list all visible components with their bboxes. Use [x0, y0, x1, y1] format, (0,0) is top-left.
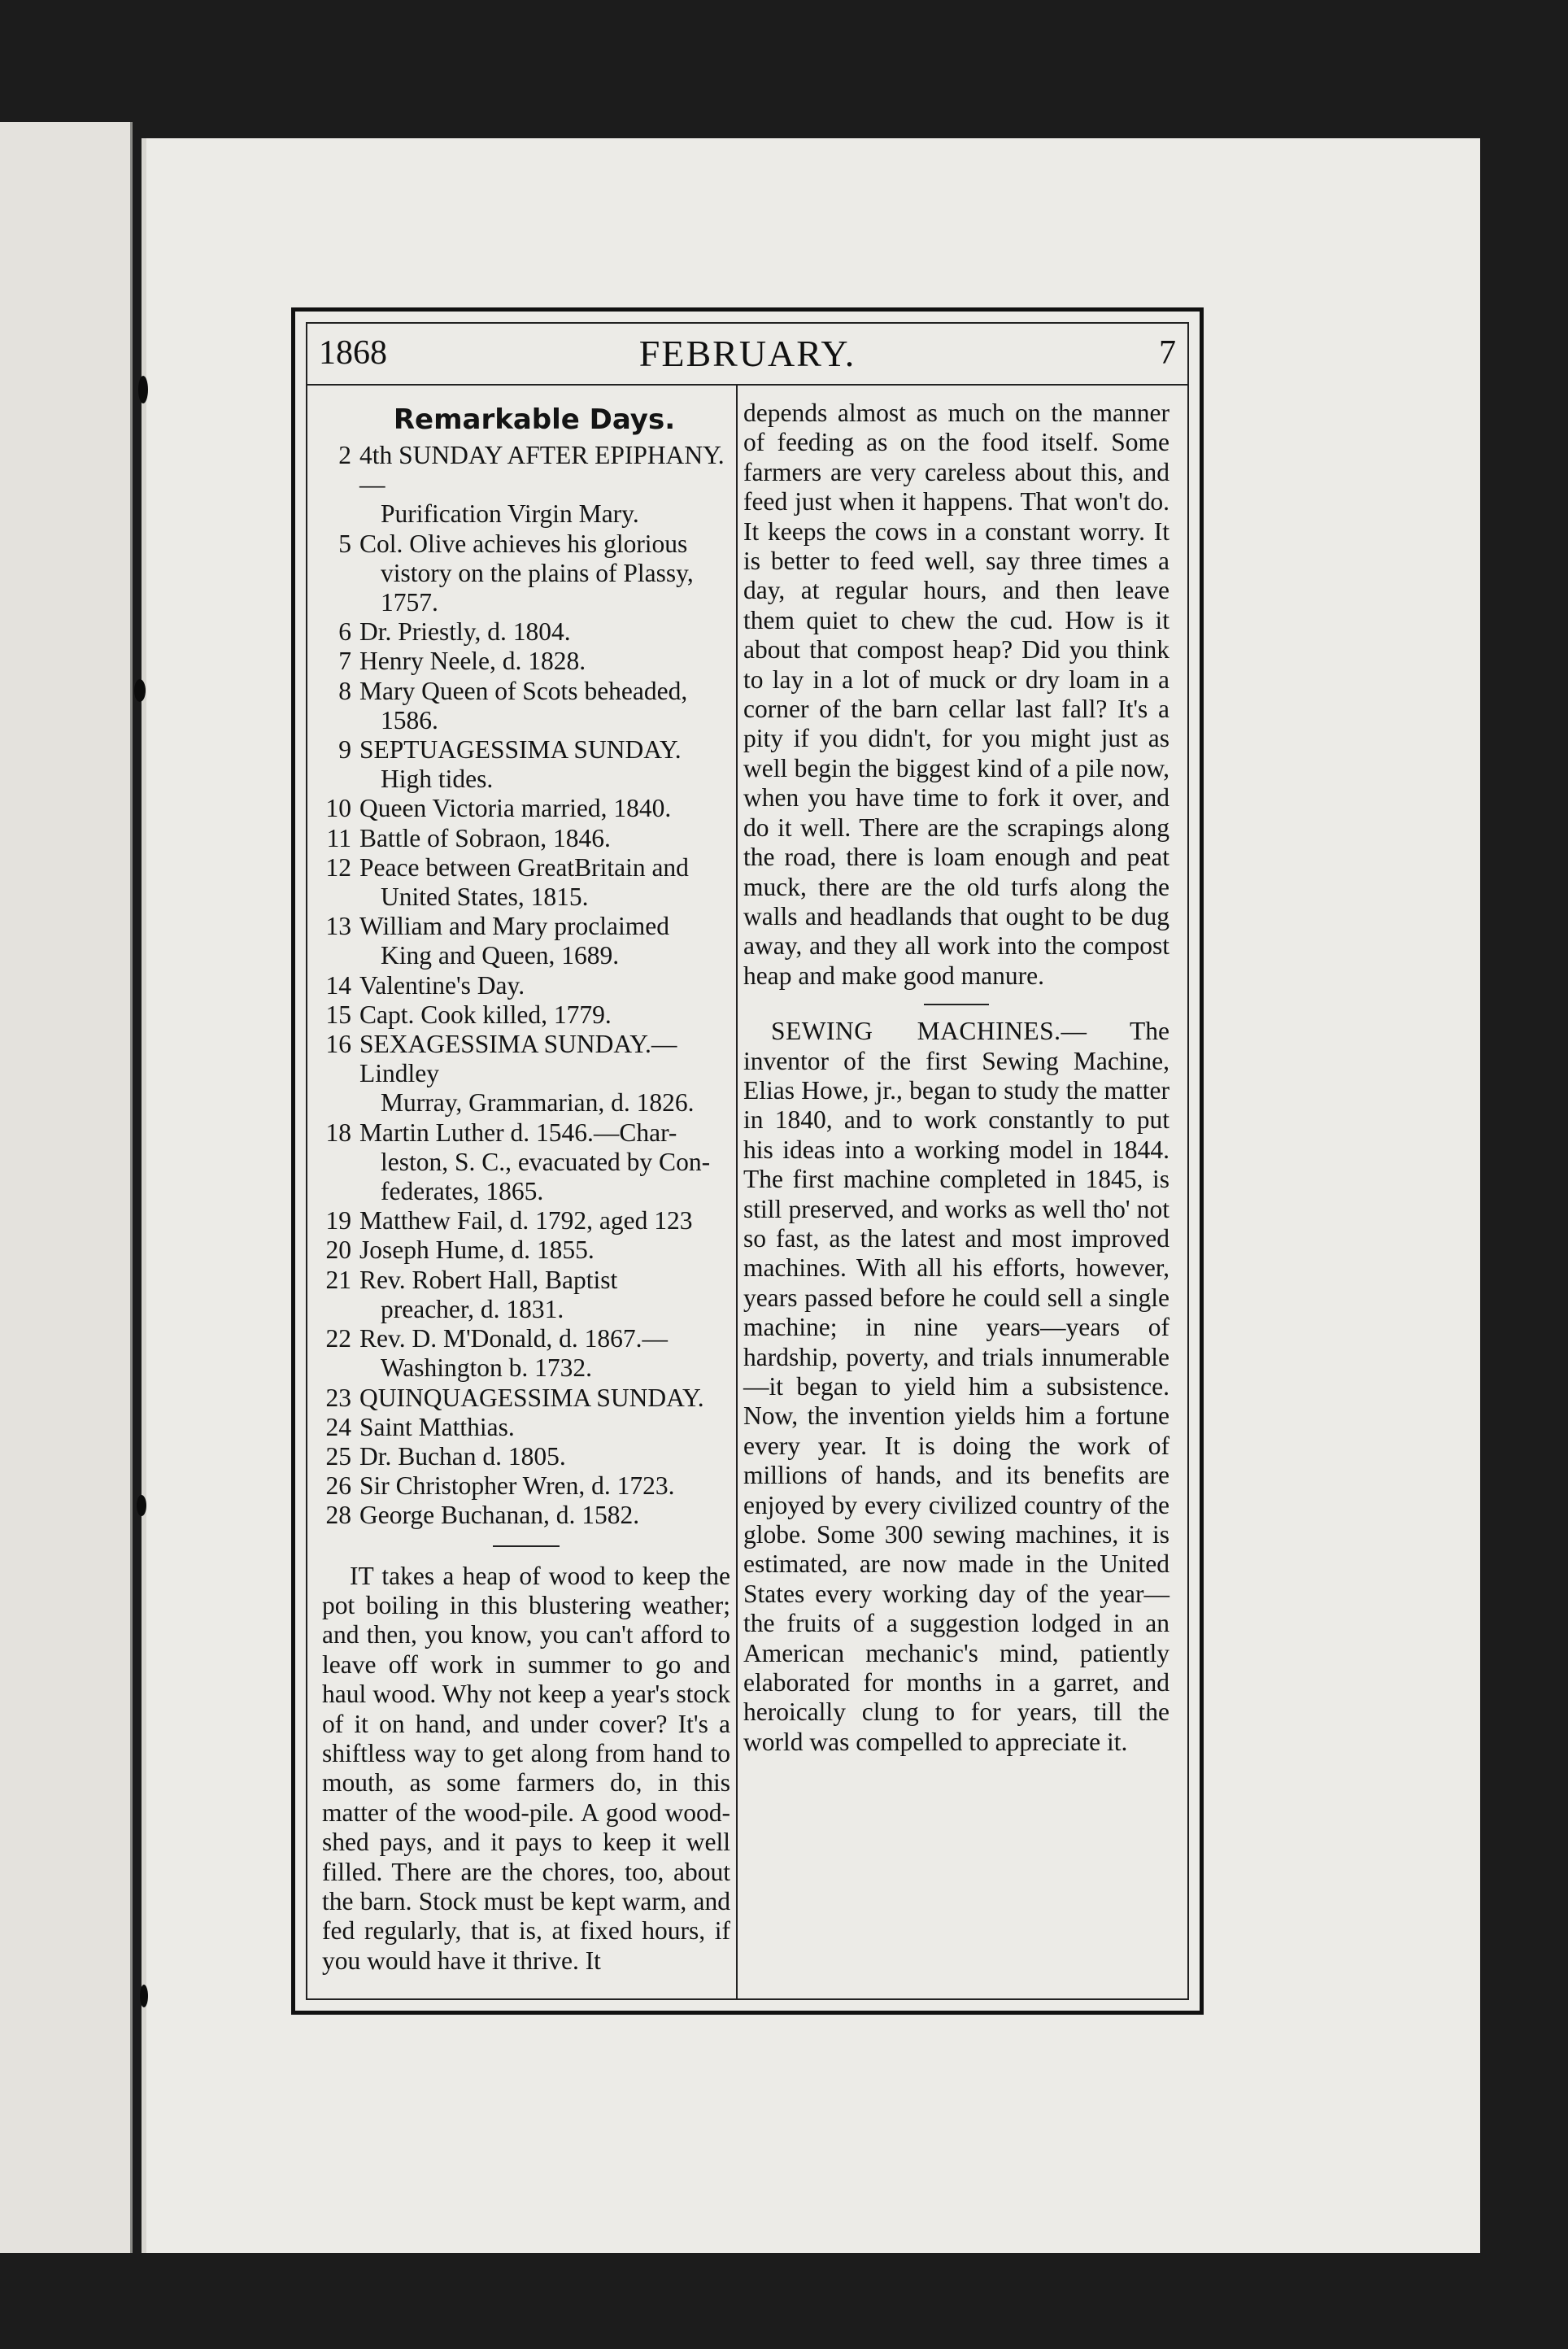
day-entry	[322, 1324, 730, 1383]
day-entry	[322, 971, 730, 1000]
day-event	[359, 1030, 730, 1118]
day-number: 23	[325, 1383, 351, 1412]
day-event-line: Henry Neele, d. 1828.	[359, 647, 586, 676]
day-event	[359, 1000, 730, 1030]
day-number: 26	[325, 1471, 351, 1501]
day-event	[359, 1471, 730, 1501]
sewing-text: — The inventor of the first Sewing Machine, Elias Howe, jr., began to study the matter in 1840, and to work constantly to put his ideas into a working model in 1844. The first machine completed in 1845, is still preserved, and works as well tho' not so fast, as the latest and most improved machines. With all his efforts, however, years passed before he could sell a single machine; in nine years—years of hardship, poverty, and trials innumerable—it began to yield him a subsistence. Now, the invention yields him a fortune every year. It is doing the work of millions of hands, and its benefits are enjoyed by every civilized country of the globe. Some 300 sewing machines, it is estimated, are now made in the United States every working day of the year—the fruits of a suggestion lodged in an American mechanic's mind, patiently elaborated for months in a garret, and heroically clung to for years, till the world was compelled to appreciate it.	[743, 1017, 1169, 1756]
binding-mark	[138, 376, 148, 403]
day-event-line: Mary Queen of Scots beheaded,	[359, 676, 688, 705]
header-rule	[306, 384, 1189, 386]
day-event	[359, 853, 730, 912]
day-event-line: Purification Virgin Mary.	[381, 499, 639, 529]
day-event-line: Martin Luther d. 1546.—Char-	[359, 1118, 677, 1147]
sewing-heading: SEWING MACHINES.	[771, 1017, 1061, 1046]
day-event-line: Rev. D. M'Donald, d. 1867.—	[359, 1324, 668, 1353]
day-entry	[322, 824, 730, 853]
day-event	[359, 1501, 730, 1530]
day-event-line: Battle of Sobraon, 1846.	[359, 823, 611, 852]
day-entry	[322, 677, 730, 735]
day-event-line: Dr. Buchan d. 1805.	[359, 1441, 566, 1471]
day-entry	[322, 617, 730, 647]
day-event-line: Saint Matthias.	[359, 1412, 515, 1441]
day-event	[359, 824, 730, 853]
day-number: 5	[338, 529, 351, 558]
day-event-line: 1757.	[381, 588, 438, 617]
day-event	[359, 1266, 730, 1324]
day-number: 11	[326, 823, 351, 852]
day-event-line: United States, 1815.	[381, 883, 589, 912]
day-number: 28	[325, 1501, 351, 1530]
day-number: 6	[338, 617, 351, 647]
day-entry	[322, 1413, 730, 1442]
day-event-line: Joseph Hume, d. 1855.	[359, 1236, 595, 1265]
day-event	[359, 530, 730, 618]
day-entry	[322, 1501, 730, 1530]
day-entry	[322, 1384, 730, 1413]
header-year: 1868	[319, 334, 387, 372]
day-number: 21	[325, 1265, 351, 1294]
sewing-paragraph	[743, 1017, 1169, 1757]
day-number: 9	[338, 735, 351, 765]
remarkable-days-list	[322, 441, 730, 1531]
day-number: 10	[325, 794, 351, 823]
day-event	[359, 735, 730, 794]
day-event	[359, 1206, 730, 1236]
day-number: 7	[338, 647, 351, 676]
remarkable-days-title: Remarkable Days.	[393, 403, 676, 436]
day-event-line: Capt. Cook killed, 1779.	[359, 1000, 612, 1029]
day-number: 22	[325, 1324, 351, 1353]
day-number: 8	[338, 676, 351, 705]
section-divider	[493, 1545, 560, 1547]
day-number: 20	[325, 1236, 351, 1265]
day-event-line: Rev. Robert Hall, Baptist	[359, 1265, 618, 1294]
day-event	[359, 1413, 730, 1442]
day-event-line: federates, 1865.	[381, 1177, 544, 1206]
day-event	[359, 647, 730, 676]
binding-mark	[140, 1985, 148, 2007]
day-number: 14	[325, 970, 351, 1000]
day-number: 12	[325, 852, 351, 882]
day-number: 13	[325, 912, 351, 941]
day-event-line: Sir Christopher Wren, d. 1723.	[359, 1471, 675, 1501]
day-event	[359, 1118, 730, 1207]
day-entry	[322, 1471, 730, 1501]
day-event-line: High tides.	[381, 765, 494, 794]
day-event-line: King and Queen, 1689.	[381, 941, 620, 970]
day-number: 16	[325, 1030, 351, 1059]
binding-mark	[134, 679, 146, 702]
day-entry	[322, 853, 730, 912]
day-event	[359, 1384, 730, 1413]
day-entry	[322, 1030, 730, 1118]
day-number: 19	[325, 1206, 351, 1236]
day-event-line: Murray, Grammarian, d. 1826.	[381, 1088, 695, 1118]
day-event	[359, 441, 730, 530]
wood-paragraph: IT takes a heap of wood to keep the pot boiling in this blustering weather; and then, you know, you can't afford to leave off work in summer to go and haul wood. Why not keep a year's stock of it on hand, and under cover? It's a shiftless way to get along from hand to mouth, as some farmers do, in this matter of the wood-pile. A good wood-shed pays, and it pays to keep it well filled. There are the chores, too, about the barn. Stock must be kept warm, and fed regularly, that is, at fixed hours, if you would have it thrive. It	[322, 1561, 730, 1975]
section-divider	[924, 1004, 989, 1005]
header-month: FEBRUARY.	[638, 333, 856, 374]
day-event-line: Peace between GreatBritain and	[359, 852, 689, 882]
page-number: 7	[1159, 334, 1176, 372]
day-event-line: Dr. Priestly, d. 1804.	[359, 617, 571, 647]
day-number: 15	[325, 1000, 351, 1029]
day-entry	[322, 794, 730, 823]
day-number: 24	[325, 1412, 351, 1441]
day-entry	[322, 441, 730, 530]
day-event-line: SEPTUAGESSIMA SUNDAY.	[359, 735, 682, 765]
day-entry	[322, 1266, 730, 1324]
day-event	[359, 912, 730, 970]
feeding-paragraph: depends almost as much on the manner of feeding as on the food itself. Some farmers are very careless about this, and feed just when it happens. That won't do. It keeps the cows in a constant worry. It is better to feed well, say three times a day, at regular hours, and then leave them quiet to chew the cud. How is it about that compost heap? Did you think to lay in a lot of muck or dry loam in a corner of the barn cellar last fall? It's a pity if you didn't, for you might just as well begin the biggest kind of a pile now, when you have time to fork it over, and do it well. There are the scrapings along the road, there is loam enough and peat muck, there are the old turfs along the walls and headlands that ought to be dug away, and they all work into the compost heap and make good manure.	[743, 399, 1169, 990]
day-entry	[322, 530, 730, 618]
day-event	[359, 1236, 730, 1265]
day-event-line: George Buchanan, d. 1582.	[359, 1501, 640, 1530]
left-column	[322, 399, 730, 1976]
day-entry	[322, 735, 730, 794]
day-event-line: leston, S. C., evacuated by Con-	[381, 1147, 711, 1176]
day-event-line: Washington b. 1732.	[381, 1353, 592, 1383]
day-event	[359, 1324, 730, 1383]
day-number: 25	[325, 1441, 351, 1471]
day-event-line: preacher, d. 1831.	[381, 1294, 564, 1323]
day-event-line: SEXAGESSIMA SUNDAY.—Lindley	[359, 1030, 677, 1088]
day-event-line: Queen Victoria married, 1840.	[359, 794, 672, 823]
day-event-line: 4th SUNDAY AFTER EPIPHANY.—	[359, 441, 725, 499]
day-event	[359, 971, 730, 1000]
binding-mark	[137, 1495, 146, 1516]
day-event	[359, 1442, 730, 1471]
day-entry	[322, 1000, 730, 1030]
day-entry	[322, 1442, 730, 1471]
day-event-line: vistory on the plains of Plassy,	[381, 558, 694, 587]
day-event-line: Matthew Fail, d. 1792, aged 123	[359, 1206, 693, 1236]
day-event	[359, 794, 730, 823]
day-event-line: Valentine's Day.	[359, 970, 525, 1000]
page-header	[314, 332, 1181, 377]
day-entry	[322, 1118, 730, 1207]
day-number: 2	[338, 441, 351, 469]
day-entry	[322, 647, 730, 676]
day-event-line: William and Mary proclaimed	[359, 912, 669, 941]
day-event-line: 1586.	[381, 705, 438, 734]
day-entry	[322, 1236, 730, 1265]
day-event-line: Col. Olive achieves his glorious	[359, 529, 688, 558]
left-page-edge	[0, 122, 133, 2253]
day-event	[359, 677, 730, 735]
column-divider	[736, 386, 738, 2000]
right-column	[743, 399, 1169, 1757]
day-event	[359, 617, 730, 647]
day-number: 18	[325, 1118, 351, 1147]
day-entry	[322, 1206, 730, 1236]
day-entry	[322, 912, 730, 970]
day-event-line: QUINQUAGESSIMA SUNDAY.	[359, 1383, 704, 1412]
